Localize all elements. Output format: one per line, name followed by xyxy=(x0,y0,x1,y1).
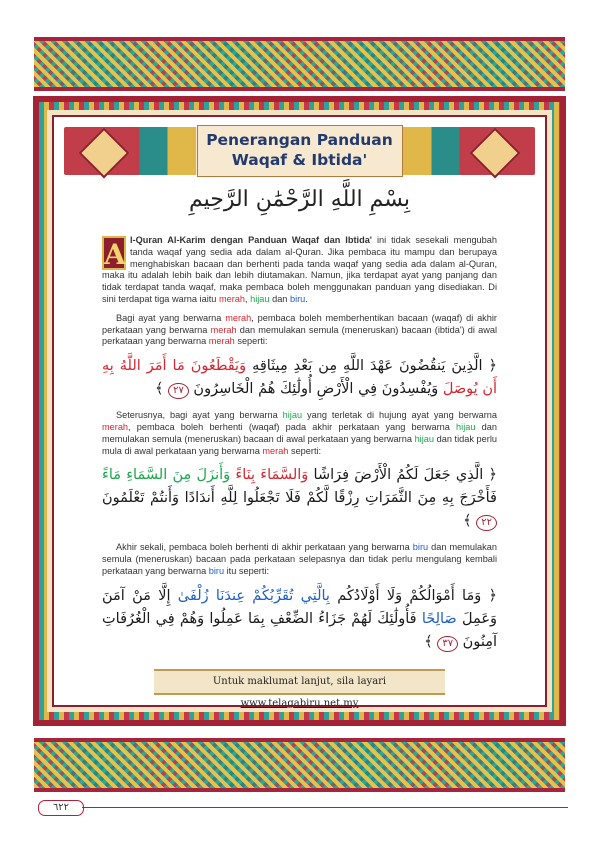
intro-paragraph: A l-Quran Al-Karim dengan Panduan Waqaf dan Ibtida' ini tidak sesekali mengubah tanda waqaf yang sedia ada dalam al-Quran. Jika pembaca itu mampu dan berupaya menghabiskan bacaan dan berhenti pada tanda waqaf yang sedia ada dalam al-Quran, maka itu adalah lebih baik dan lebih diutamakan. Namun, jika terdapat ayat yang panjang dan tidak terdapat tanda waqaf, maka pembaca boleh menggunakan panduan yang disediakan. Di sini terdapat tiga warna iaitu merah, hijau dan biru. xyxy=(102,235,497,304)
page-frame xyxy=(33,96,566,726)
green-rule-paragraph: Seterusnya, bagi ayat yang berwarna hijau yang terletak di hujung ayat yang berwarna merah, pembaca boleh berhenti (waqaf) pada akhir perkataan yang berwarna hijau dan memulakan semula (meneruskan) bacaan di awal perkataan yang berwarna hijau dan tidak perlu mula di awal perkataan yang berwarna merah seperti: xyxy=(102,410,497,456)
verse-example-green: ﴿ الَّذِي جَعَلَ لَكُمُ الْأَرْضَ فِرَاشًا وَالسَّمَاءَ بِنَاءً وَأَنزَلَ مِنَ السَّمَاءِ مَاءً فَأَخْرَجَ بِهِ مِنَ الثَّمَرَاتِ رِزْقًا لَّكُمْ فَلَا تَجْعَلُوا لِلَّهِ أَندَادًا وَأَنتُمْ تَعْلَمُونَ ٢٢ ﴾ xyxy=(102,467,497,530)
page-number: ٦٢٢ xyxy=(38,800,84,816)
blue-rule-paragraph: Akhir sekali, pembaca boleh berhenti di akhir perkataan yang berwarna biru dan memulakan semula (meneruskan) bacaan pada perkataan selepasnya dan tidak perlu mengulang kembali perkataan yang berwarna biru itu seperti: xyxy=(102,542,497,576)
ayah-number-marker: ٣٧ xyxy=(437,636,458,652)
ayah-number-marker: ٢٧ xyxy=(168,383,189,399)
bottom-ornament-band xyxy=(34,738,565,792)
page-title-line1: Penerangan Panduan xyxy=(206,131,393,149)
verse-example-red: ﴿ الَّذِينَ يَنقُضُونَ عَهْدَ اللَّهِ مِن بَعْدِ مِيثَاقِهِ وَيَقْطَعُونَ مَا أَمَرَ اللَّهُ بِهِ أَن يُوصَلَ وَيُفْسِدُونَ فِي الْأَرْضِ أُولَٰئِكَ هُمُ الْخَاسِرُونَ ٢٧ ﴾ xyxy=(102,358,497,398)
top-ornament-band xyxy=(34,37,565,91)
footer-ribbon xyxy=(154,669,445,709)
footer-text: Untuk maklumat lanjut, sila layari xyxy=(212,676,387,687)
website-link[interactable]: www.telagabiru.net.my xyxy=(240,698,359,709)
guide-content xyxy=(102,235,497,663)
dropcap-letter: A xyxy=(104,238,126,271)
title-box xyxy=(197,125,403,177)
ayah-number-marker: ٢٢ xyxy=(476,515,497,531)
red-rule-paragraph: Bagi ayat yang berwarna merah, pembaca boleh memberhentikan bacaan (waqaf) di akhir perkataan yang berwarna merah dan memulakan semula (meneruskan) bacaan (ibtida') di awal perkataan yang berwarna merah seperti: xyxy=(102,312,497,347)
ornament-star-icon xyxy=(79,128,130,179)
page-number-rule xyxy=(82,807,568,808)
basmalah-calligraphy: بِسْمِ اللَّهِ الرَّحْمَٰنِ الرَّحِيمِ xyxy=(188,187,411,212)
header-ornament xyxy=(64,127,535,175)
ornament-star-icon xyxy=(470,128,521,179)
content-panel xyxy=(52,115,547,707)
page-title-line2: Waqaf & Ibtida' xyxy=(231,151,368,169)
verse-example-blue: ﴿ وَمَا أَمْوَالُكُمْ وَلَا أَوْلَادُكُم بِالَّتِي تُقَرِّبُكُمْ عِندَنَا زُلْفَىٰ إِلَّا مَنْ آمَنَ وَعَمِلَ صَالِحًا فَأُولَٰئِكَ لَهُمْ جَزَاءُ الضِّعْفِ بِمَا عَمِلُوا وَهُمْ فِي الْغُرُفَاتِ آمِنُونَ ٣٧ ﴾ xyxy=(102,587,497,650)
